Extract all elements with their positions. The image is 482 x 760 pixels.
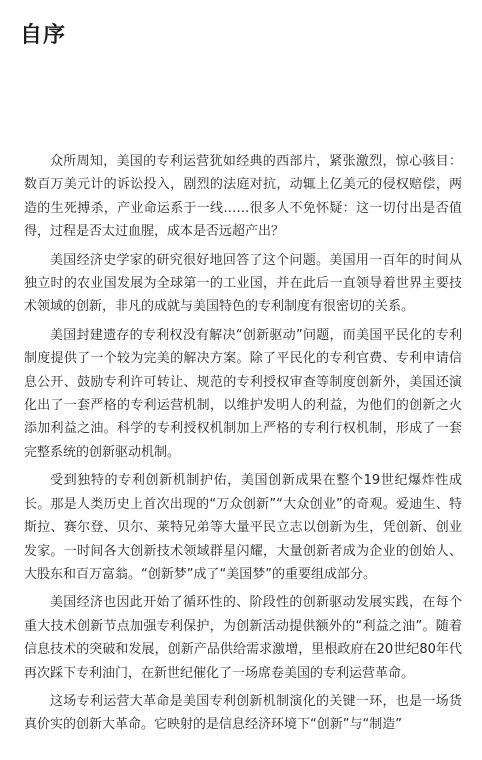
- paragraph: 众所周知，美国的专利运营犹如经典的西部片，紧张激烈，惊心骇目：数百万美元计的诉讼投入，剧烈的法庭对抗，动辄上亿美元的侵权赔偿，两造的生死搏杀，产业命运系于一线……很多人不免怀疑：这一切付出是否值得，过程是否太过血腥，成本是否远超产出？: [24, 154, 462, 240]
- paragraph: 美国封建遗存的专利权没有解决“创新驱动”问题，而美国平民化的专利制度提供了一个较为完美的解决方案。除了平民化的专利官费、专利申请信息公开、鼓励专利许可转让、规范的专利授权审查等制度创新外，美国还演化出了一套严格的专利运营机制，以维护发明人的利益，为他们的创新之火添加利益之油。科学的专利授权机制加上严格的专利行权机制，形成了一套完整系统的创新驱动机制。: [24, 327, 462, 460]
- page-title: 自序: [20, 23, 67, 48]
- paragraph: 这场专利运营大革命是美国专利创新机制演化的关键一环，也是一场货真价实的创新大革命。它映射的是信息经济环境下“创新”与“制造”: [24, 693, 462, 733]
- paragraph: 受到独特的专利创新机制护佑，美国创新成果在整个19世纪爆炸性成长。那是人类历史上首次出现的“万众创新”“大众创业”的奇观。爱迪生、特斯拉、赛尔登、贝尔、莱特兄弟等大量平民立志以创新为生，凭创新、创业发家。一时间各大创新技术领域群星闪耀，大量创新者成为企业的创始人、大股东和百万富翁。“创新梦”成了“美国梦”的重要组成部分。: [24, 473, 462, 582]
- paragraph: 美国经济史学家的研究很好地回答了这个问题。美国用一百年的时间从独立时的农业国发展为全球第一的工业国，并在此后一直领导着世界主要技术领域的创新，非凡的成就与美国特色的专利制度有很密切的关系。: [24, 252, 462, 315]
- paragraph: 美国经济也因此开始了循环性的、阶段性的创新驱动发展实践，在每个重大技术创新节点加强专利保护，为创新活动提供额外的“利益之油”。随着信息技术的突破和发展，创新产品供给需求激增，里根政府在20世纪80年代再次踩下专利油门，在新世纪催化了一场席卷美国的专利运营革命。: [24, 595, 462, 681]
- preface-body: [24, 150, 462, 742]
